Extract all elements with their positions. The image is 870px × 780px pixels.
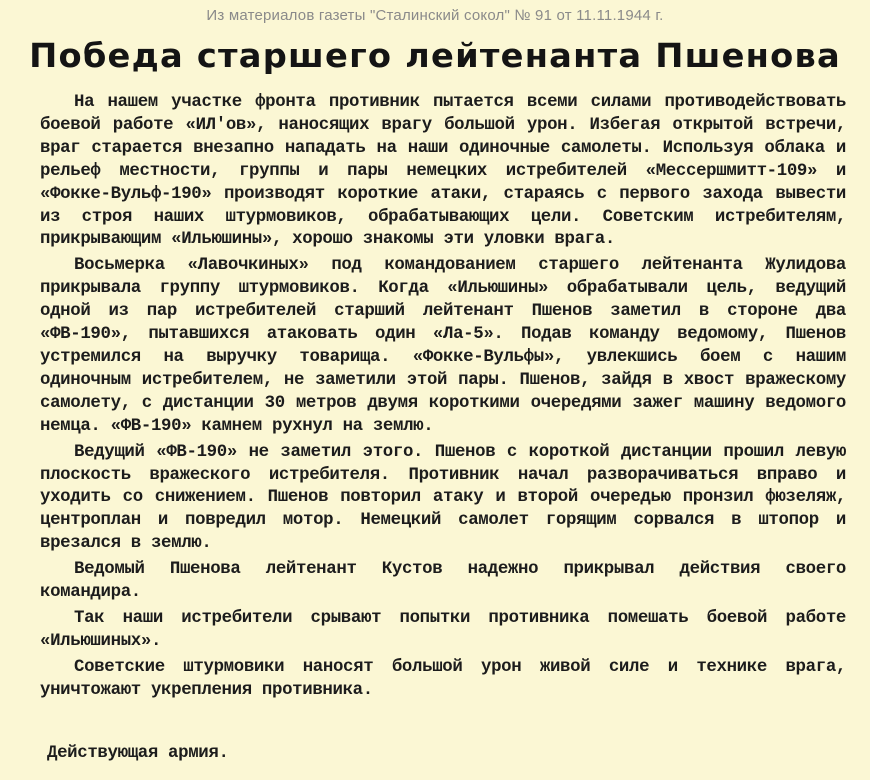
article-paragraph: Ведущий «ФВ-190» не заметил этого. Пшенов с короткой дистанции прошил левую плоскость вражеского истребителя. Противник начал разворачиваться вправо и уходить со снижением. Пшенов повторил атаку и второй очередью пронзил фюзеляж, центроплан и повредил мотор. Немецкий самолет горящим сорвался в штопор и врезался в землю. (40, 442, 846, 554)
article-paragraph: Ведомый Пшенова лейтенант Кустов надежно прикрывал действия своего командира. (40, 560, 846, 603)
article-paragraph: На нашем участке фронта противник пытается всеми силами противодействовать боевой работе «ИЛ'ов», наносящих врагу большой урон. Избегая открытой встречи, враг старается внезапно нападать на наши одиночные самолеты. Используя облака и рельеф местности, группы и пары немецких истребителей «Мессершмитт-109» и «Фокке-Вульф-190» производят короткие атаки, стараясь с первого захода вывести из строя наших штурмовиков, обрабатывающих цели. Советским истребителям, прикрывающим «Ильюшины», хорошо знакомы эти уловки врага. (40, 93, 846, 250)
article-paragraph: Так наши истребители срывают попытки противника помешать боевой работе «Ильюшиных». (40, 608, 846, 651)
article-paragraph: Восьмерка «Лавочкиных» под командованием старшего лейтенанта Жулидова прикрывала группу штурмовиков. Когда «Ильюшины» обрабатывали цель, ведущий одной из пар истребителей старший лейтенант Пшенов заметил в стороне два «ФВ-190», пытавшихся атаковать один «Ла-5». Подав команду ведомому, Пшенов устремился на выручку товарища. «Фокке-Вульфы», увлекшись боем с нашим одиночным истребителем, не заметили этой пары. Пшенов, зайдя в хвост вражескому самолету, с дистанции 30 метров двумя короткими очередями зажег машину ведомого немца. «ФВ-190» камнем рухнул на землю. (40, 256, 846, 436)
article-paragraph: Советские штурмовики наносят большой урон живой силе и технике врага, уничтожают укрепления противника. (40, 657, 846, 700)
article-body (40, 92, 846, 706)
article-signature: Действующая армия. (47, 744, 229, 763)
article-headline: Победа старшего лейтенанта Пшенова (29, 36, 841, 75)
source-caption: Из материалов газеты "Сталинский сокол" № 91 от 11.11.1944 г. (206, 7, 664, 24)
